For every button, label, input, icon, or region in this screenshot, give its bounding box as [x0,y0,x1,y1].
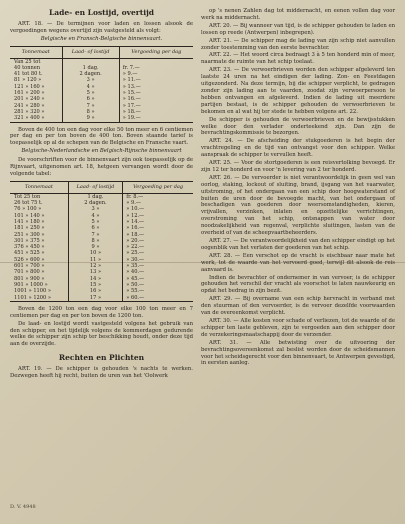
table1-tonnage-cell: 241 » 280 » [14,102,45,109]
table2-fee-cell: » 22.— [123,244,193,250]
table2-tonnage-cell: 1101 » 1200 » [10,295,68,302]
table1-header-laytime: Laad- of lostijd [62,46,119,58]
table2-laytime-cell: 11 » [68,257,123,263]
subtitle-belgian-french: Belgische en Fransch-Belgische binnenvaart. [40,35,163,42]
paragraph-laytime-rule: De laad- en lostijd wordt vastgesteld volgens het gebruik van den schipper, en het tijdelijk volgens de kommerdagen gedurende welke de schipper zijn schip ter beschikking houdt, onder deze tijd aan de overzijde. [10,320,193,348]
article-19: ART. 19. — De schipper is gehouden 's nachts te werken. Dezwegen heeft hij recht, buiten de uren van het 'Oolwerk [10,366,193,380]
table1-laytime-cell: 3 » [62,77,119,83]
table1-fee-cell: » 18.— [119,109,193,115]
table1-fee-cell: fr. 7.— [119,65,193,71]
table1-tonnage-cell: Van 25 tot [14,58,41,65]
table1-laytime-cell: 8 » [62,109,119,115]
table2-tonnage-cell: Tot 25 ton [14,193,41,200]
table1-fee-cell [119,58,193,65]
table2-header-laytime: Laad- of lostijd [68,181,123,193]
table2-laytime-cell: 1 dag. [68,193,123,200]
right-paragraph: ART. 20. — Bij wanneer van tijd, is de schipper gehouden te laden en lossen op reede (Antwerpen) inbegrepen). [201,22,395,36]
right-paragraph: ART. 27. — De verantwoordelijkheid van den schipper eindigt op het oogenblik van het verlaten der goederen van het schip. [201,238,395,251]
table2-fee-cell: fr. 8.— [123,193,193,200]
table2-laytime-cell: 8 » [68,238,123,244]
table2-tonnage-cell: 1001 » 1100 » [14,288,52,295]
table1-fee-cell: » 17.— [119,103,193,109]
table2-tonnage-cell: 701 » 800 » [14,269,45,276]
table1-header-tonnage: Tonnemaat [10,46,62,58]
table2-fee-cell: » 18.— [123,232,193,238]
table2-fee-cell: » 35.— [123,263,193,269]
right-paragraph: ART. 24. — De afscheiding der stukgoederen is het begin der vrachtregeling en de tijd van ontvangst voor den schipper. Welke aanspraak de schipper te vervullen heeft. [201,138,395,159]
table1-fee-cell: » 11.— [119,77,193,83]
table2-fee-cell: » 9.— [123,200,193,206]
section-heading-rights: Rechten en Plichten [58,353,145,363]
table1-tonnage-cell: 81 » 120 » [14,77,42,84]
right-paragraph: ART. 28. — Een verschot op de vracht is eischbaar naar mate het werk, tot de waarde van het vervoerd goed, terwijl dit alsook de reis aanvaard is. [201,252,395,273]
paragraph-over-1200: Boven de 1200 ton een dag voor elke 100 ton meer en 7 centiemen per dag en per ton boven de 1200 ton. [10,305,193,319]
table2-header-fee: Vergoeding per dag [123,181,193,193]
table2-tonnage-cell: 301 » 375 » [14,237,45,244]
table2-fee-cell: » 40.— [123,269,193,275]
paragraph-over-400: Boven de 400 ton een dag voor elke 50 ton meer en 6 centiemen per dag en per ton boven de 400 ton. Boven staande tarief is toepasselijk op al de schepen van de Belgische en Fransche vaart. [10,126,193,147]
table2-laytime-cell: 5 » [68,219,123,225]
right-paragraph: ART. 25. — Voor de stortgoederen is een reisvertolking bevoegd. Er zijn 12 ter honderd en voor 'n levering van 2 ter honderd. [201,160,395,173]
table2-tonnage-cell: 181 » 250 » [14,225,45,232]
tariff-table-2 [10,181,193,302]
right-paragraph: ART. 29. — Bij overname van een schip hervracht in verband met den stuurman of den vervoerder, is de vervoer dezelfde voorwaarden van de overeenkomst verplicht. [201,296,395,317]
right-paragraph: ART. 21. — De schipper mag de lading van zijn schip niet aanvullen zonder toestemming van den eerste bevrachter. [201,37,395,51]
table1-header-fee: Vergoeding per dag [119,46,193,58]
table2-fee-cell: » 20.— [123,238,193,244]
table2-fee-cell: » 12.— [123,213,193,219]
table2-header-tonnage: Tonnemaat [10,181,68,193]
table2-laytime-cell: 13 » [68,269,123,275]
table1-fee-cell: » 16.— [119,96,193,102]
right-column [201,8,395,368]
table2-row [10,193,193,200]
table1-tonnage-cell: 201 » 240 » [14,96,45,103]
left-column [10,8,193,381]
table1-row [10,115,193,122]
article-18-intro: ART. 18. — De termijnen voor laden en lossen alsook de vergoedingen wegens overtijd zijn vastgesteld als volgt: [10,20,193,34]
table2-tonnage-cell: 526 » 600 » [14,256,45,263]
table1-tonnage-cell: 321 » 400 » [10,115,62,122]
table2-tonnage-cell: 251 » 300 » [14,231,45,238]
table1-laytime-cell: 2 dagen. [62,71,119,77]
subtitle-belgian-dutch-rhine: Belgische-Nederlandsche en Belgisch-Rijnsche binnenvaart [21,148,182,155]
table2-laytime-cell: 15 » [68,282,123,288]
table2-body [10,193,193,301]
right-paragraph: Indien de bevrachter of ondernemer in van vervoer, is de schipper gehouden het verschil der vracht als voorschot te laten nauwkeurig en opdat het bedrag in zijn bezit. [201,274,395,295]
table1-row [10,58,193,65]
table1-laytime-cell: 9 » [62,115,119,122]
table2-row [10,295,193,302]
table1-laytime-cell: 5 » [62,90,119,96]
table2-laytime-cell: 10 » [68,250,123,256]
table1-fee-cell: » 19.— [119,115,193,122]
table2-tonnage-cell: 451 » 525 » [14,250,45,257]
table2-fee-cell: » 30.— [123,257,193,263]
table1-laytime-cell: 1 dag. [62,65,119,71]
table2-laytime-cell: 14 » [68,276,123,282]
table1-tonnage-cell: 41 tot 80 t. [14,71,43,78]
section-heading-laytime: Lade- en Lostijd, overtijd [48,8,155,17]
table2-fee-cell: » 25.— [123,250,193,256]
table1-tonnage-cell: 281 » 320 » [14,108,45,115]
right-paragraph: ART. 31. — Alle betwisting over de uitvoering der bevrachtingsovereenkomst zal beslist worden door de scheidsmannen voor het scheidsgerecht voor den binnenvaart, te Antwerpen gevestigd, in eersten aanleg. [201,339,395,367]
table2-tonnage-cell: 801 » 900 » [14,275,45,282]
print-code: D. V. 4948 [10,504,36,510]
table1-laytime-cell: 7 » [62,103,119,109]
right-paragraph: ART. 26. — De vervoerder is niet verantwoordelijk in geen wel van oorlog, staking, lockout of sluiting, brand, ijsgang van het vaarwater, uitstroming, of het ondergaan van een schip door hoogwaterstand of buiten de uren door de bevoegde macht, van het ondergaan of beschadigen van goederen door weersomstandigheden, kieren, vrijvallen, verzinken, inlaten en opzettelijke verrichtingen, overstroming van het schip, ontsnappen van water door noodzakelijkheid van regenval, verplichte sluitingen, lasten van de overheid of van de scheepvaartbeheerders. [201,174,395,237]
table2-laytime-cell: 12 » [68,263,123,269]
right-paragraph: ART. 23. — De verwoerbrieven worden den schipper afgeleverd ten laatste 24 uren na het eindigen der lading. Zon- en Feestdagen uitgezonderd. Na deze termijn, bij die schipper verplicht, te gedragen zonder zijn lading aan te vaarden, zoodat zijn verwoerpersoon te hebben ontvangen en afgeleverd. Indien de lading uit meerdere partijen bestaat, is de schipper gehouden de verwoerbrieven te bekomen en al wat hij ter stede te hebben volgens art. 22. [201,67,395,115]
right-paragraph: ART. 30. — Alle kosten voor schade of verliezen, tot de waarde of de schipper ten laste gebleven, zijn te vergoeden aan den schipper door de verzekeringsmaatschappij door de verzender. [201,317,395,338]
table2-tonnage-cell: 141 » 180 » [14,218,45,225]
table2-laytime-cell: 17 » [68,295,123,302]
table2-laytime-cell: 2 dagen. [68,200,123,206]
table2-fee-cell: » 55.— [123,288,193,294]
table1-fee-cell: » 15.— [119,90,193,96]
table2-laytime-cell: 7 » [68,232,123,238]
table2-laytime-cell: 6 » [68,225,123,231]
table1-tonnage-cell: 40 tonnen [14,64,41,71]
table2-tonnage-cell: 76 » 100 » [14,206,42,213]
right-paragraph: ART. 22. — Het woord circa bedraagt 3 à 5 ten honderd min of meer, naarmate de ruimte van het schip toelaat. [201,52,395,66]
table1-fee-cell: » 13.— [119,84,193,90]
table1-fee-cell: » 9.— [119,71,193,77]
table1-body [10,58,193,122]
table2-fee-cell: » 50.— [123,282,193,288]
table2-tonnage-cell: 901 » 1000 » [14,281,48,288]
table2-fee-cell: » 60.— [123,295,193,302]
table2-fee-cell: » 16.— [123,225,193,231]
tariff-table-1 [10,46,193,123]
paragraph-rhine-rules: De voorschriften voor de binnenvaart zijn ook toepasselijk op de Rijnvaart, uitgenomen art. 18, hetgeen vervangen wordt door de volgende tabel: [10,157,193,177]
table2-tonnage-cell: 101 » 140 » [14,212,45,219]
right-paragraph: De schipper is gehouden de verwoerbrieven en de bewijsstukken welke door den verlader onderteekend zijn. Dan zijn de bevrachtingskommissie te bezorgen. [201,116,395,137]
table2-fee-cell: » 14.— [123,219,193,225]
table1-tonnage-cell: 161 » 200 » [14,90,45,97]
table1-laytime-cell: 4 » [62,84,119,90]
table2-fee-cell: » 45.— [123,276,193,282]
table1-tonnage-cell: 121 » 160 » [14,83,45,90]
table2-tonnage-cell: 26 tot 75 t. [14,200,43,207]
table2-tonnage-cell: 601 » 700 » [14,263,45,270]
table1-laytime-cell [62,58,119,65]
table1-laytime-cell: 6 » [62,96,119,102]
table2-laytime-cell: 9 » [68,244,123,250]
table2-fee-cell: » 10.— [123,206,193,212]
table2-tonnage-cell: 376 » 450 » [14,244,45,251]
table2-laytime-cell: 3 » [68,206,123,212]
right-paragraph: op 's nenen Zahlen dag tot middernacht, en eenen vollen dag voor werk na middernacht. [201,8,395,21]
table2-laytime-cell: 4 » [68,213,123,219]
table2-laytime-cell: 16 » [68,288,123,294]
